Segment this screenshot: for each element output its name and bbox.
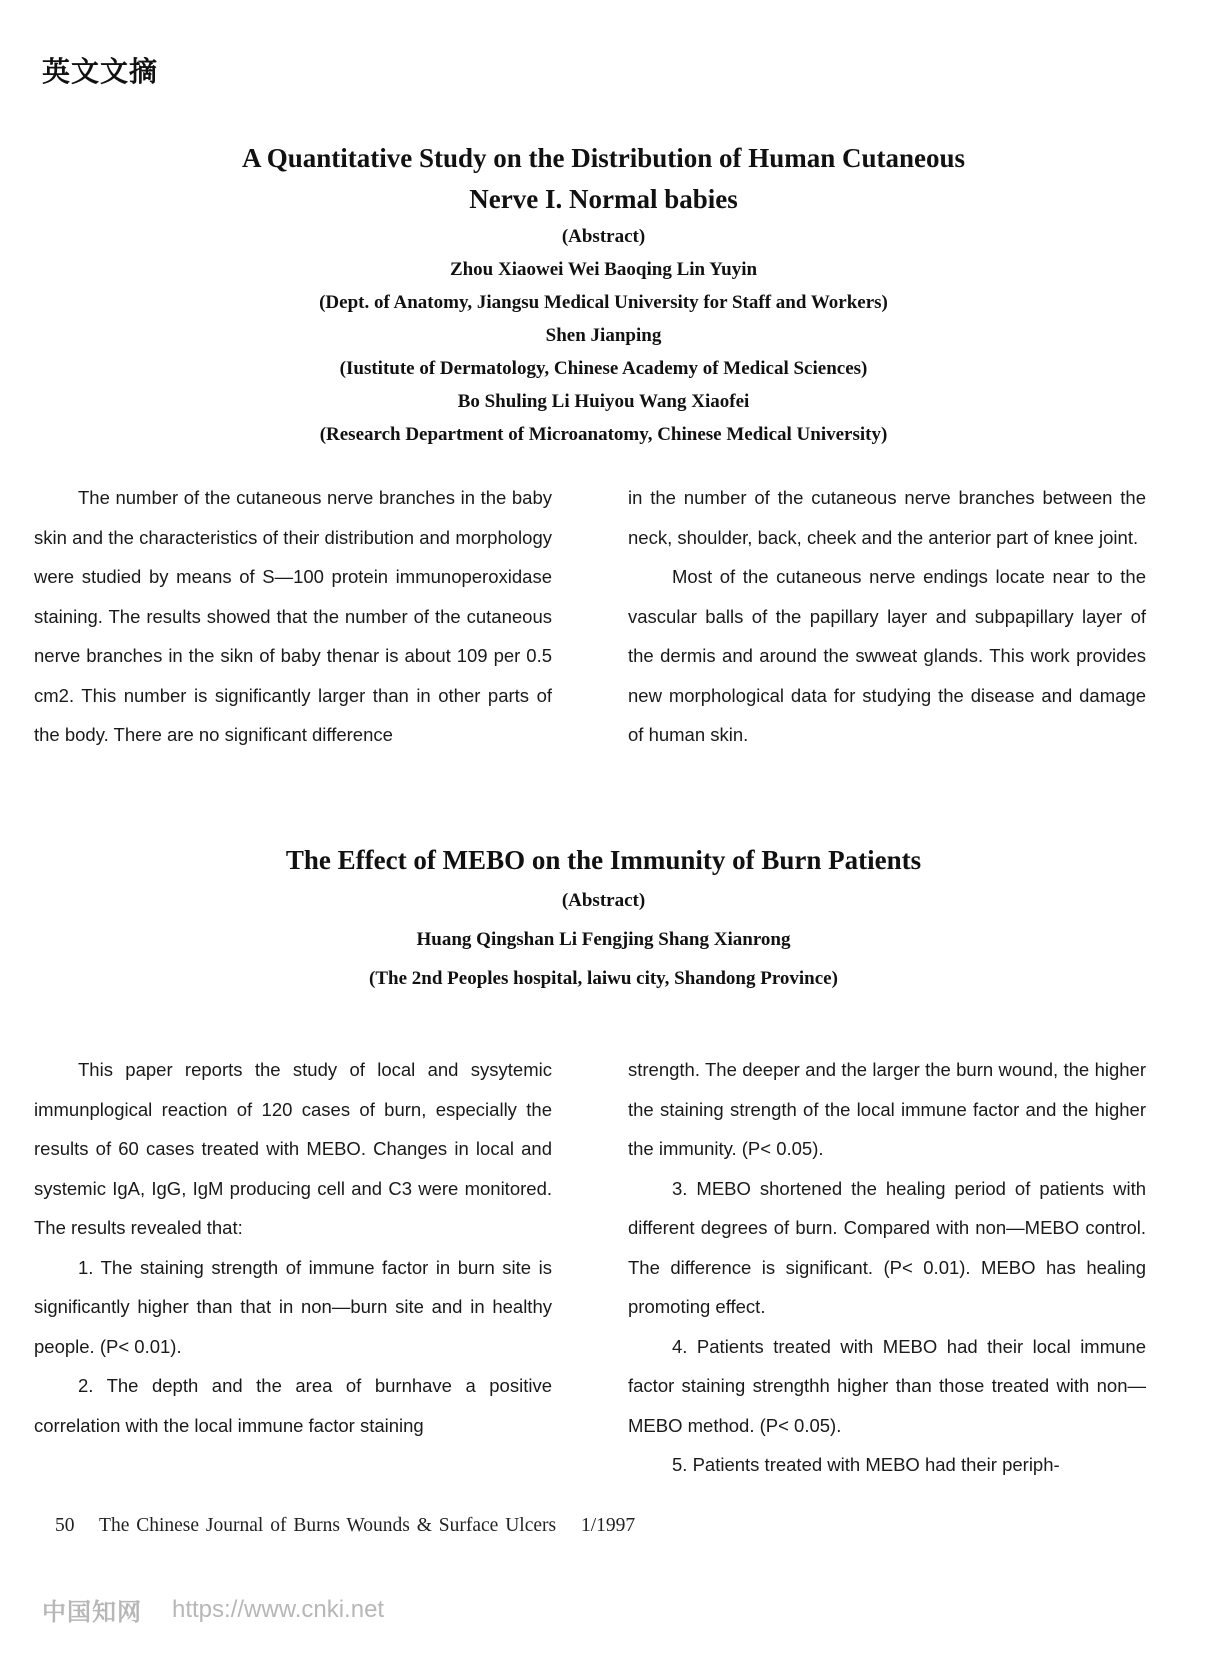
article-title: The Effect of MEBO on the Immunity of Burn Patients <box>285 845 922 875</box>
page-number: 50 <box>55 1515 75 1536</box>
article-title <box>104 138 1104 220</box>
paragraph: 2. The depth and the area of burnhave a positive correlation with the local immune factor staining <box>34 1375 552 1436</box>
article-cutaneous-nerve <box>0 138 1207 745</box>
body-column-left <box>34 478 552 755</box>
authors-2: Shen Jianping <box>545 325 662 346</box>
article-mebo-immunity <box>0 840 1207 1475</box>
body-column-right <box>628 478 1146 755</box>
paragraph: 4. Patients treated with MEBO had their local immune factor staining strengthh higher than those treated with non—MEBO method. (P< 0.05). <box>628 1335 1146 1436</box>
paragraph: The number of the cutaneous nerve branches in the baby skin and the characteristics of their distribution and morphology were studied by means of S—100 protein immunoperoxidase staining. The results showed that the number of the cutaneous nerve branches in the sikn of baby thenar is about 109 per 0.5 cm2. This number is significantly larger than in other parts of the body. There are no significant difference <box>34 487 552 745</box>
watermark <box>42 1592 384 1627</box>
article-meta <box>0 881 1207 998</box>
abstract-label: (Abstract) <box>561 226 646 247</box>
section-tag: 英文文摘 <box>42 55 159 88</box>
paragraph: Most of the cutaneous nerve endings locate near to the vascular balls of the papillary layer and subpapillary layer of the dermis and around the swweat glands. This work provides new morphological data for studying the disease and damage of human skin. <box>628 566 1146 745</box>
body-column-left <box>34 1050 552 1485</box>
paragraph: This paper reports the study of local and sysytemic immunplogical reaction of 120 cases of burn, especially the results of 60 cases treated with MEBO. Changes in local and systemic IgA, IgG, IgM producing cell and C3 were monitored. The results revealed that: <box>34 1059 552 1238</box>
journal-issue: 1/1997 <box>580 1515 636 1536</box>
affiliation-2: (Iustitute of Dermatology, Chinese Academy of Medical Sciences) <box>339 358 868 379</box>
article-body <box>34 1050 1146 1485</box>
abstract-label: (Abstract) <box>561 890 646 911</box>
affiliation: (The 2nd Peoples hospital, laiwu city, Shandong Province) <box>369 968 838 989</box>
authors-3: Bo Shuling Li Huiyou Wang Xiaofei <box>457 391 750 412</box>
paragraph: 3. MEBO shortened the healing period of patients with different degrees of burn. Compared with non—MEBO control. The difference is significant. (P< 0.01). MEBO has healing promoting effect. <box>628 1177 1146 1317</box>
paragraph: 1. The staining strength of immune factor in burn site is significantly higher than that in non—burn site and in healthy people. (P< 0.01). <box>34 1256 552 1357</box>
title-line-2: Nerve I. Normal babies <box>469 184 738 214</box>
authors-1: Zhou Xiaowei Wei Baoqing Lin Yuyin <box>449 259 758 280</box>
title-line-1: A Quantitative Study on the Distribution of Human Cutaneous <box>241 143 966 173</box>
paragraph: strength. The deeper and the larger the burn wound, the higher the staining strength of the local immune factor and the higher the immunity. (P< 0.05). <box>628 1059 1146 1159</box>
affiliation-1: (Dept. of Anatomy, Jiangsu Medical University for Staff and Workers) <box>319 292 888 313</box>
affiliation-3: (Research Department of Microanatomy, Chinese Medical University) <box>319 424 888 445</box>
page-footer <box>55 1515 653 1537</box>
cnki-logo: 中国知网 <box>42 1598 142 1626</box>
paragraph: in the number of the cutaneous nerve branches between the neck, shoulder, back, cheek and the anterior part of knee joint. <box>628 487 1146 548</box>
body-column-right <box>628 1050 1146 1485</box>
watermark-url: https://www.cnki.net <box>172 1595 385 1623</box>
article-meta <box>0 220 1207 451</box>
paragraph: 5. Patients treated with MEBO had their periph- <box>672 1454 1060 1475</box>
journal-name: The Chinese Journal of Burns Wounds & Surface Ulcers <box>99 1515 557 1536</box>
authors: Huang Qingshan Li Fengjing Shang Xianrong <box>416 929 791 950</box>
article-body <box>34 478 1146 755</box>
